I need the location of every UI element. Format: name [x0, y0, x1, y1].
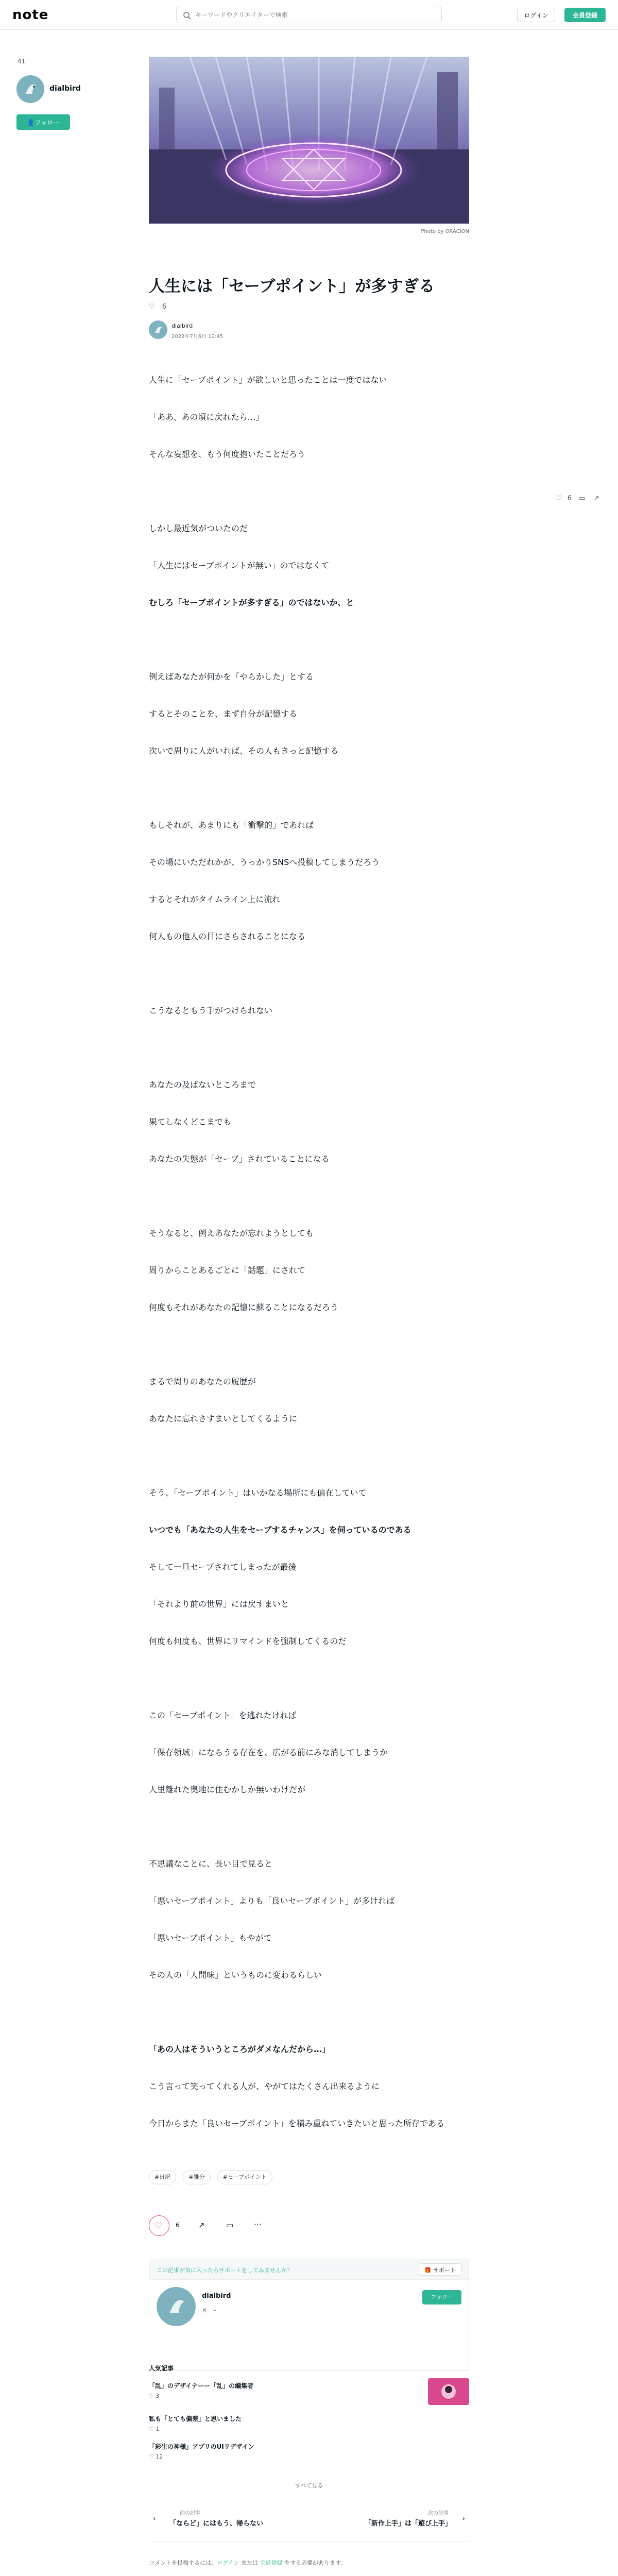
comment-icon[interactable]: ▭ — [579, 495, 586, 502]
paragraph: 何度も何度も、世界にリマインドを強制してくるのだ — [149, 1636, 347, 1646]
author-avatar[interactable] — [16, 75, 44, 103]
see-all-link[interactable]: すべて見る — [295, 2482, 323, 2489]
title-like-count: 6 — [162, 303, 167, 311]
more-icon[interactable]: ⋯ — [254, 2219, 262, 2229]
paragraph: 「悪いセーブポイント」もやがて — [149, 1933, 272, 1943]
note-logo[interactable]: note — [12, 7, 49, 23]
paragraph: あなたに忘れさすまいとしてくるように — [149, 1414, 298, 1423]
comment-login-link[interactable]: ログイン — [217, 2560, 239, 2566]
sidebar-author-name[interactable]: dialbird — [49, 84, 81, 93]
article-date: 2023年7月6日 12:45 — [171, 334, 224, 340]
paragraph: 何度もそれがあなたの記憶に蘇ることになるだろう — [149, 1302, 339, 1312]
paragraph: 「人生にはセーブポイントが無い」のではなくて — [149, 561, 330, 570]
like-count: 1 — [156, 2426, 160, 2432]
paragraph: むしろ「セーブポイントが多すぎる」のではないか、と — [149, 598, 354, 607]
heart-icon: ♡ — [149, 2426, 154, 2432]
floating-actions — [556, 495, 599, 507]
paragraph: 果てしなくどこまでも — [149, 1117, 232, 1127]
prev-next-nav — [149, 2499, 469, 2542]
comment-note-text: または — [239, 2560, 260, 2566]
prev-label: 前の記事 — [180, 2511, 200, 2516]
social-icons[interactable]: ✕ ⌁ — [202, 2307, 217, 2314]
support-follow-button[interactable]: フォロー — [422, 2290, 461, 2304]
paragraph: あなたの失態が「セーブ」されていることになる — [149, 1154, 330, 1164]
search-box[interactable] — [176, 7, 442, 23]
paragraph: 不思議なことに、長い目で見ると — [149, 1859, 273, 1869]
popular-item-title[interactable]: 「彩生の神様」アプリのUIリデザイン — [149, 2443, 254, 2450]
paragraph: こう言って笑ってくれる人が、やがてはたくさん出来るように — [149, 2081, 380, 2091]
support-author-avatar[interactable] — [157, 2287, 196, 2326]
next-label: 次の記事 — [428, 2511, 449, 2516]
title-like-row[interactable] — [149, 303, 166, 313]
paragraph: この「セーブポイント」を逃れたければ — [149, 1710, 297, 1720]
paragraph: いつでも「あなたの人生をセーブするチャンス」を伺っているのである — [149, 1525, 411, 1535]
paragraph: するとそのことを、まず自分が記憶する — [149, 709, 298, 719]
like-count: 12 — [156, 2453, 163, 2460]
paragraph: 「それより前の世界」には戻すまいと — [149, 1599, 289, 1609]
photo-credit[interactable]: Photo by ORACION — [421, 229, 469, 234]
popular-item-likes — [149, 2426, 159, 2432]
paragraph: 周りからことあるごとに「話題」にされて — [149, 1265, 306, 1275]
paragraph: その人の「人間味」というものに変わるらしい — [149, 1970, 322, 1980]
support-box — [149, 2259, 469, 2371]
paragraph: そう、「セーブポイント」はいかなる場所にも偏在していて — [149, 1488, 367, 1498]
paragraph: 何人もの他人の目にさらされることになる — [149, 931, 306, 941]
paragraph: そして一旦セーブされてしまったが最後 — [149, 1562, 297, 1572]
search-icon — [183, 11, 191, 20]
popular-item-thumb[interactable] — [428, 2378, 469, 2405]
comment-note-text: コメントを投稿するには、 — [149, 2560, 217, 2566]
paragraph: あなたの及ばないところまで — [149, 1080, 256, 1090]
tag[interactable]: #日記 — [149, 2170, 176, 2184]
article-title: 人生には「セーブポイント」が多すぎる — [149, 277, 435, 296]
paragraph: しかし最近気がついたのだ — [149, 523, 248, 533]
paragraph: 次いで周りに人がいれば、その人もきっと記憶する — [149, 746, 339, 756]
follow-label: フォロー — [35, 118, 60, 126]
next-title[interactable]: 「新作上手」は「遊び上手」 — [364, 2520, 452, 2528]
popular-item-title[interactable]: 私も「とても偏差」と思いました — [149, 2415, 242, 2422]
magazine-count: 41 — [18, 58, 26, 65]
popular-item-likes — [149, 2393, 159, 2399]
user-plus-icon: 👤 — [27, 118, 35, 126]
tag-list — [149, 2170, 277, 2184]
popular-title: 人気記事 — [149, 2365, 174, 2372]
chevron-left-icon[interactable]: ‹ — [153, 2515, 156, 2523]
login-button[interactable]: ログイン — [517, 8, 555, 22]
paragraph: 今日からまた「良いセーブポイント」を積み重ねていきたいと思った所存である — [149, 2119, 445, 2128]
support-bar — [149, 2259, 469, 2280]
like-count: 6 — [176, 2222, 180, 2229]
site-header — [0, 0, 618, 30]
article-author-avatar[interactable] — [149, 320, 167, 339]
heart-icon: ♡ — [155, 2221, 163, 2230]
popular-section — [149, 2364, 469, 2477]
popular-item-likes — [149, 2453, 163, 2460]
paragraph: まるで周りのあなたの履歴が — [149, 1377, 256, 1386]
heart-icon[interactable]: ♡ — [556, 495, 562, 502]
popular-item-title[interactable]: 「乱」のデザイナーー「乱」の編集者 — [149, 2382, 254, 2389]
support-label: サポート — [433, 2267, 456, 2274]
paragraph: 例えばあなたが何かを「やらかした」とする — [149, 672, 314, 682]
share-icon[interactable]: ↗ — [593, 495, 599, 502]
prev-title[interactable]: 「ならど」にはもう、帰らない — [169, 2520, 264, 2528]
floating-like-count: 6 — [567, 495, 572, 502]
support-prompt: この記事が気に入ったらサポートをしてみませんか？ — [157, 2267, 293, 2274]
paragraph: 人里離れた奥地に住むかしか無いわけだが — [149, 1785, 306, 1794]
paragraph: 「ああ、あの頃に戻れたら…」 — [149, 412, 264, 422]
gift-icon: 🎁 — [424, 2267, 432, 2274]
heart-icon: ♡ — [149, 2453, 154, 2460]
heart-icon[interactable]: ♡ — [149, 303, 155, 311]
tag[interactable]: #セーブポイント — [217, 2170, 272, 2184]
paragraph: そんな妄想を、もう何度抱いたことだろう — [149, 449, 306, 459]
paragraph: 「悪いセーブポイント」よりも「良いセーブポイント」が多ければ — [149, 1896, 395, 1906]
tag[interactable]: #雑分 — [183, 2170, 210, 2184]
comment-icon[interactable]: ▭ — [226, 2221, 234, 2230]
like-button[interactable] — [149, 2215, 169, 2236]
paragraph: するとそれがタイムライン上に流れ — [149, 894, 281, 904]
heart-icon: ♡ — [149, 2393, 154, 2399]
article-author-name[interactable]: dialbird — [171, 323, 193, 329]
paragraph: 「保存領域」にならうる存在を、広がる前にみな消してしまうか — [149, 1748, 388, 1757]
share-icon[interactable]: ↗ — [198, 2221, 205, 2230]
hero-image — [149, 57, 469, 224]
paragraph: 「あの人はそういうところがダメなんだから…」 — [149, 2044, 331, 2054]
search-input[interactable] — [195, 7, 437, 23]
paragraph: そうなると、例えあなたが忘れようとしても — [149, 1228, 314, 1238]
comment-note-text: をする必要があります。 — [282, 2560, 347, 2566]
paragraph: もしそれが、あまりにも「衝撃的」であれば — [149, 820, 314, 830]
paragraph: その場にいただれかが、うっかりSNSへ投稿してしまうだろう — [149, 857, 380, 867]
like-count: 3 — [156, 2393, 160, 2399]
support-button[interactable] — [419, 2263, 461, 2276]
comment-signup-link[interactable]: 会員登録 — [260, 2560, 283, 2566]
article-body — [149, 361, 469, 2133]
support-author-name[interactable]: dialbird — [202, 2292, 231, 2300]
paragraph: こうなるともう手がつけられない — [149, 1006, 273, 1015]
comment-note — [149, 2558, 346, 2567]
signup-button[interactable]: 会員登録 — [564, 8, 606, 22]
chevron-right-icon[interactable]: › — [462, 2515, 465, 2523]
sidebar-follow-button[interactable] — [16, 114, 70, 130]
paragraph: 人生に「セーブポイント」が欲しいと思ったことは一度ではない — [149, 375, 387, 385]
